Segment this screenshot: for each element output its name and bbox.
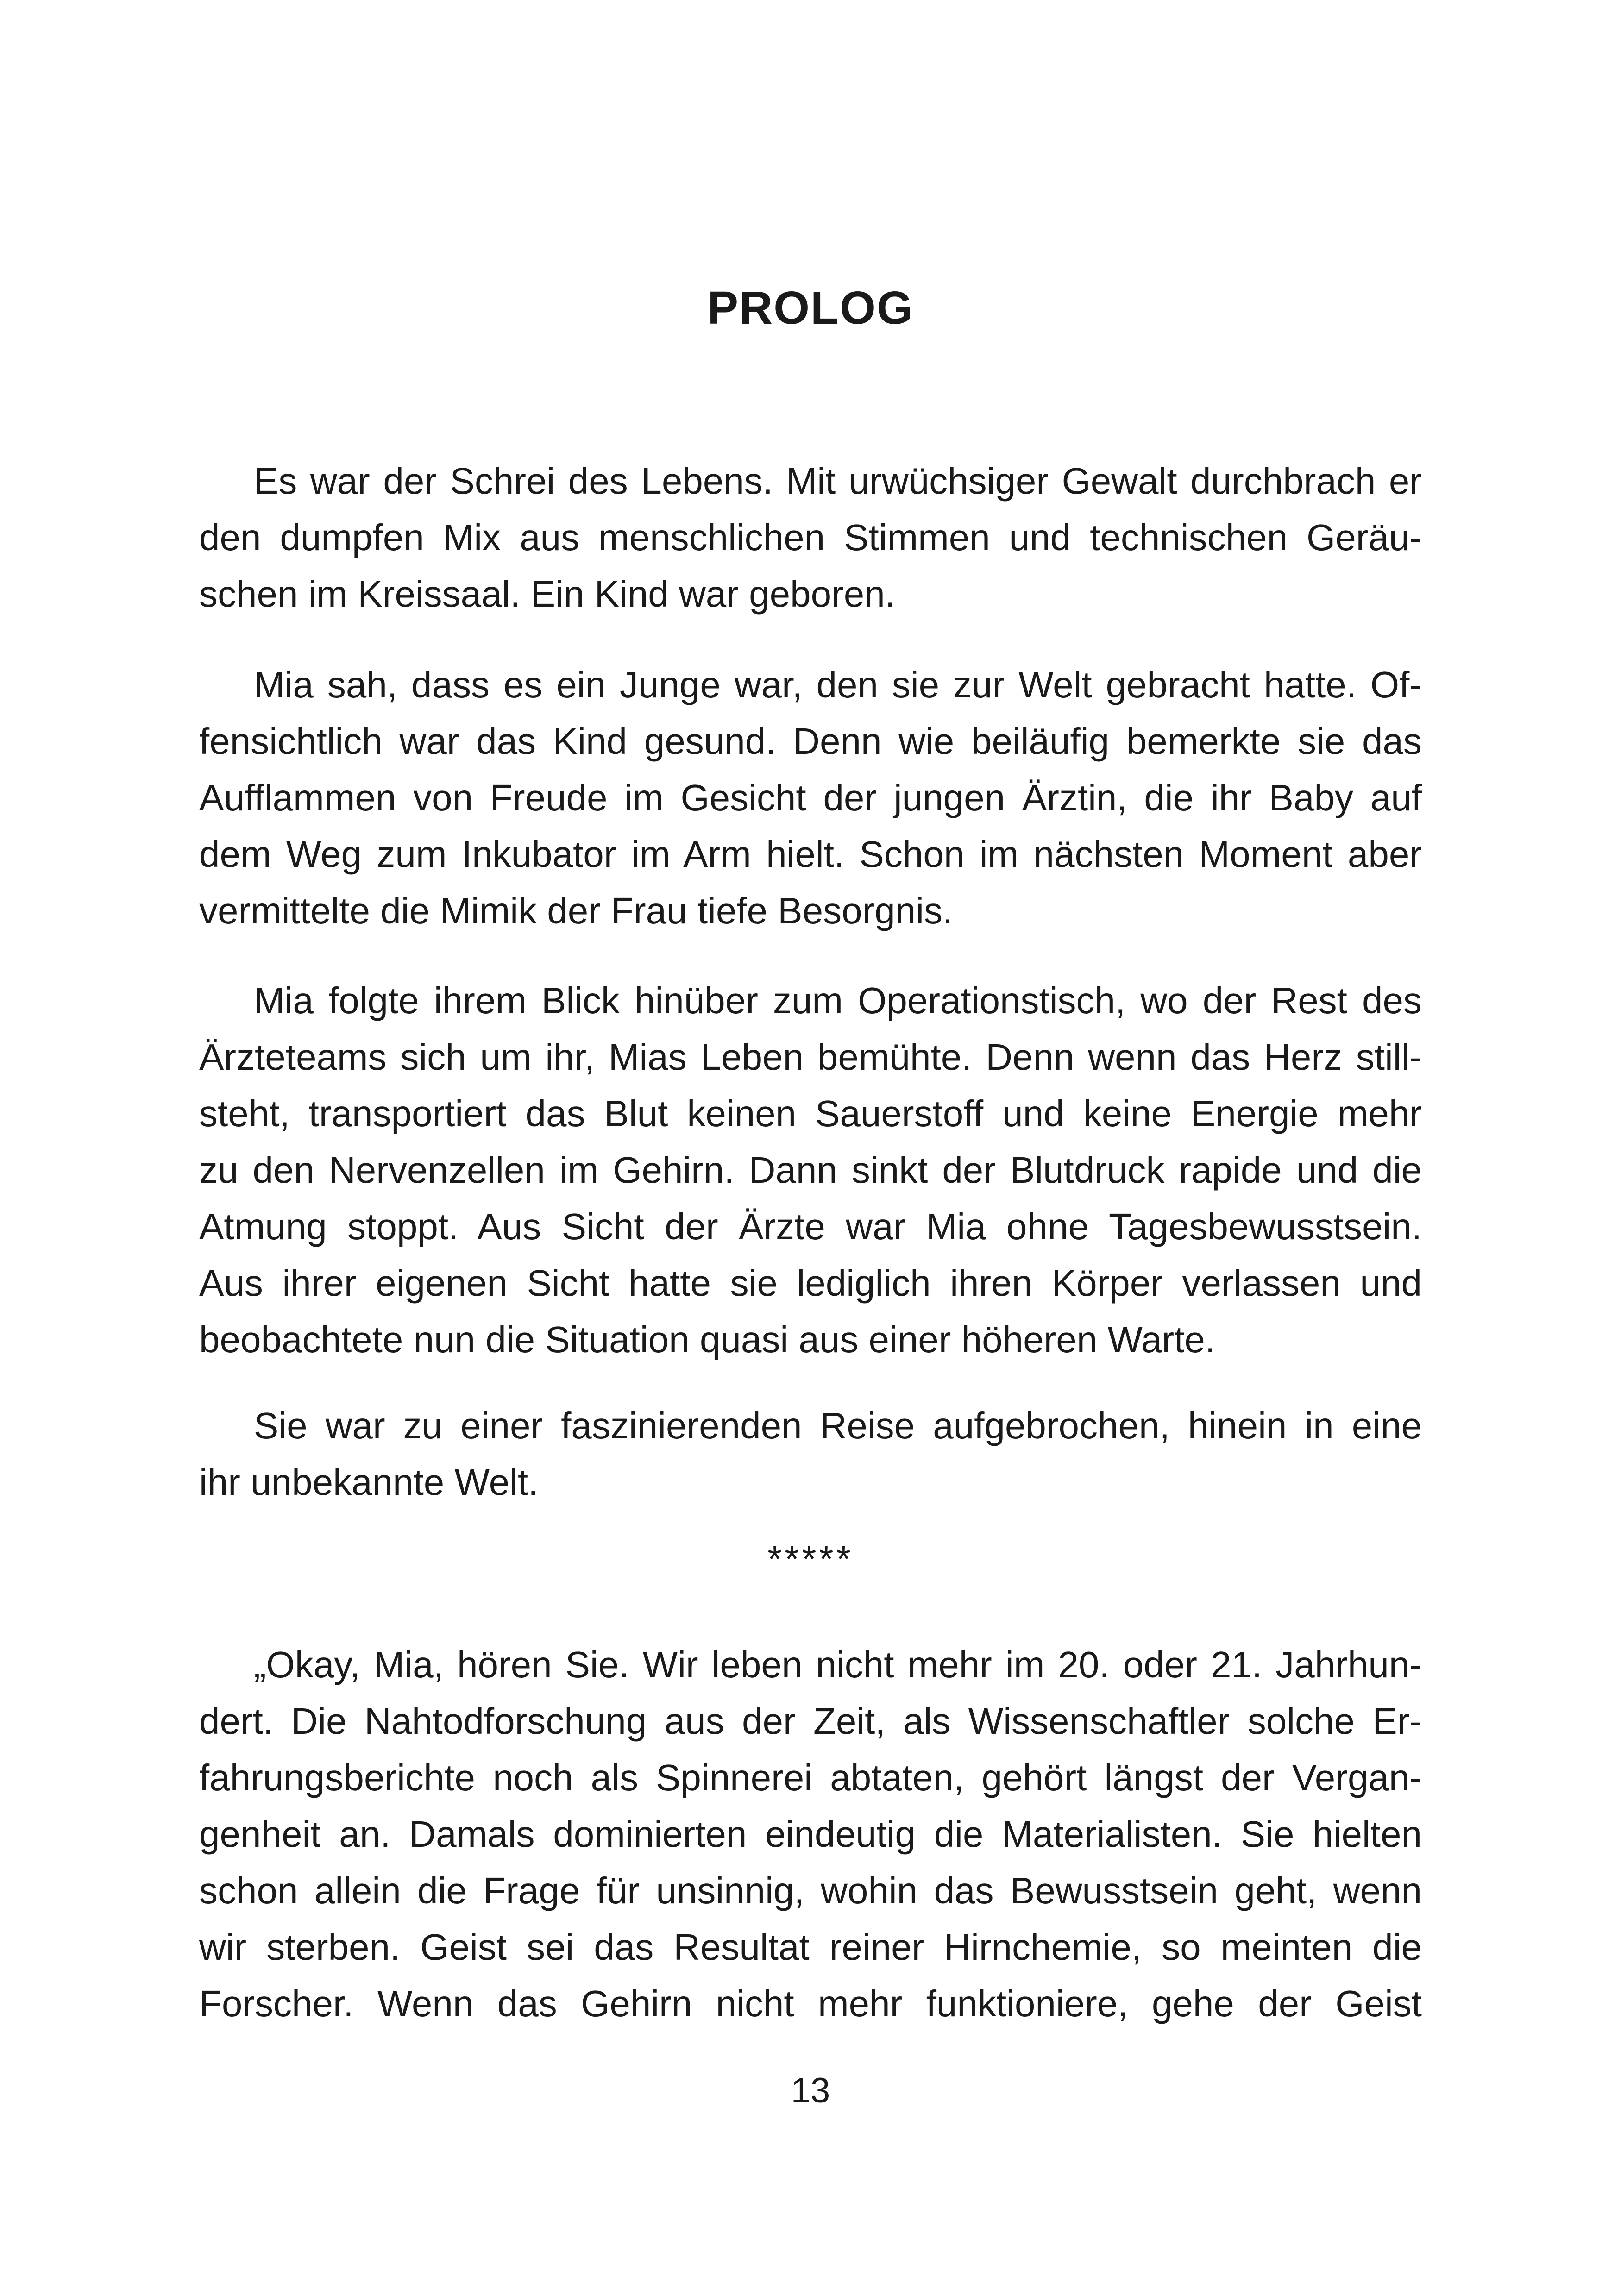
page-number: 13 (791, 2071, 830, 2110)
section-separator: ***** (767, 1538, 854, 1580)
paragraph-line: fensichtlich war das Kind gesund. Denn wie beiläufig bemerkte sie das (199, 721, 1422, 762)
paragraph-line: fahrungsberichte noch als Spinnerei abtaten, gehört längst der Vergan- (199, 1757, 1422, 1798)
paragraph-line: Ärzteteams sich um ihr, Mias Leben bemühte. Denn wenn das Herz still- (199, 1036, 1422, 1078)
paragraph-line: schen im Kreissaal. Ein Kind war geboren. (199, 573, 895, 615)
paragraph-line: Forscher. Wenn das Gehirn nicht mehr funktioniere, gehe der Geist (199, 1983, 1422, 2024)
paragraph-line: dert. Die Nahtodforschung aus der Zeit, als Wissenschaftler solche Er- (199, 1700, 1422, 1742)
paragraph-line: genheit an. Damals dominierten eindeutig die Materialisten. Sie hielten (199, 1813, 1422, 1855)
paragraph-2 (199, 657, 1422, 939)
paragraph-line: Sie war zu einer faszinierenden Reise aufgebrochen, hinein in eine (254, 1405, 1422, 1446)
paragraph-line: den dumpfen Mix aus menschlichen Stimmen und technischen Geräu- (199, 517, 1422, 558)
paragraph-line: beobachtete nun die Situation quasi aus einer höheren Warte. (199, 1319, 1216, 1360)
paragraph-line: Mia sah, dass es ein Junge war, den sie zur Welt gebracht hatte. Of- (254, 664, 1422, 705)
paragraph-3 (199, 972, 1422, 1368)
paragraph-line: Mia folgte ihrem Blick hinüber zum Operationstisch, wo der Rest des (254, 980, 1422, 1021)
paragraph-line: steht, transportiert das Blut keinen Sauerstoff und keine Energie mehr (199, 1093, 1422, 1134)
paragraph-1 (199, 453, 1422, 622)
paragraph-line: wir sterben. Geist sei das Resultat reiner Hirnchemie, so meinten die (199, 1926, 1422, 1968)
paragraph-line: ihr unbekannte Welt. (199, 1462, 539, 1503)
paragraph-line: Atmung stoppt. Aus Sicht der Ärzte war Mia ohne Tagesbewusstsein. (199, 1206, 1422, 1247)
paragraph-line: zu den Nervenzellen im Gehirn. Dann sinkt der Blutdruck rapide und die (199, 1149, 1422, 1191)
paragraph-4 (199, 1398, 1422, 1511)
paragraph-line: „Okay, Mia, hören Sie. Wir leben nicht mehr im 20. oder 21. Jahrhun- (254, 1644, 1422, 1685)
paragraph-line: Aus ihrer eigenen Sicht hatte sie lediglich ihren Körper verlassen und (199, 1262, 1422, 1304)
paragraph-line: Aufflammen von Freude im Gesicht der jungen Ärztin, die ihr Baby auf (199, 777, 1422, 818)
chapter-title: PROLOG (707, 282, 914, 334)
paragraph-5 (199, 1637, 1422, 2032)
paragraph-line: schon allein die Frage für unsinnig, wohin das Bewusstsein geht, wenn (199, 1870, 1422, 1911)
paragraph-line: dem Weg zum Inkubator im Arm hielt. Schon im nächsten Moment aber (199, 834, 1422, 875)
paragraph-line: Es war der Schrei des Lebens. Mit urwüchsiger Gewalt durchbrach er (254, 460, 1422, 502)
paragraph-line: vermittelte die Mimik der Frau tiefe Besorgnis. (199, 890, 953, 931)
